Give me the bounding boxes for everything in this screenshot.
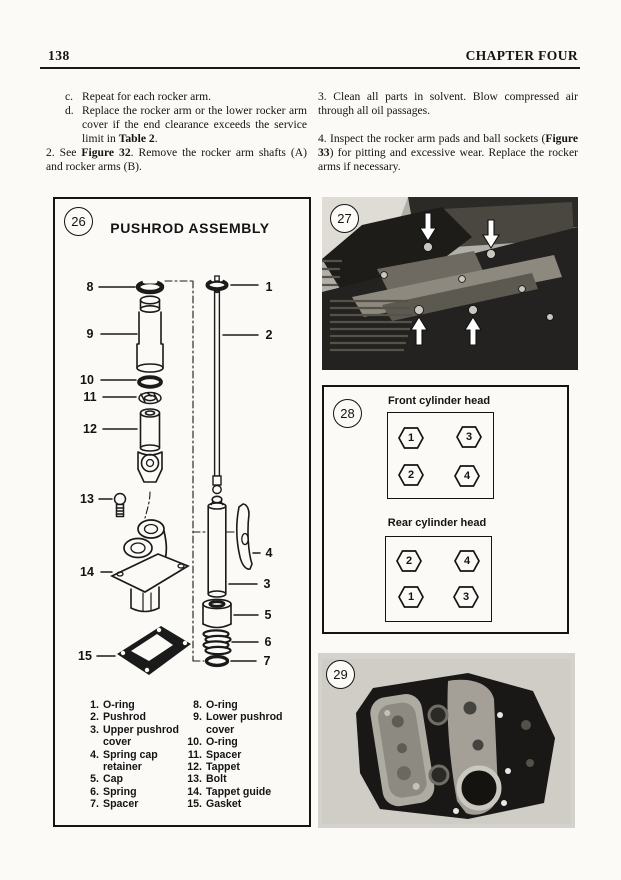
figure-28-number-badge bbox=[333, 399, 362, 428]
legend-number: 5. bbox=[90, 773, 99, 786]
front-cylinder-head-label: Front cylinder head bbox=[387, 395, 491, 407]
hex-number: 3 bbox=[465, 431, 473, 443]
instruction-text: . Remove the rocker arm shafts (A) and rocker arms (B). bbox=[46, 146, 307, 173]
hex-number: 4 bbox=[463, 470, 471, 482]
legend-item bbox=[85, 798, 185, 810]
legend-label: Tappet guide bbox=[206, 785, 272, 798]
list-marker-c: c. bbox=[65, 90, 74, 103]
rear-cylinder-head-label: Rear cylinder head bbox=[387, 517, 487, 529]
figure-28-box bbox=[322, 385, 569, 634]
legend-label: Tappet bbox=[206, 761, 240, 774]
front-head-torque-diagram bbox=[387, 412, 494, 499]
spring-cap-retainer bbox=[237, 504, 252, 569]
torque-hex-front-1 bbox=[398, 427, 424, 449]
text-column-right bbox=[318, 90, 578, 174]
callout-4: 4 bbox=[265, 546, 273, 560]
legend-number: 2. bbox=[90, 711, 99, 724]
legend-number: 1. bbox=[90, 699, 99, 711]
legend-number: 10. bbox=[187, 736, 202, 749]
callout-14: 14 bbox=[80, 565, 94, 579]
callout-8: 8 bbox=[86, 280, 94, 294]
page-number: 138 bbox=[48, 48, 70, 63]
instruction-text: 4. Inspect the rocker arm pads and ball sockets ( bbox=[318, 132, 546, 145]
torque-hex-front-2 bbox=[398, 464, 424, 486]
torque-hex-front-3 bbox=[456, 426, 482, 448]
legend-item bbox=[85, 786, 185, 798]
callout-3: 3 bbox=[263, 577, 271, 591]
figure-number: 27 bbox=[337, 211, 352, 226]
cylinder-head-photo-illustration bbox=[318, 653, 575, 828]
text-column-left bbox=[46, 90, 307, 174]
hex-number: 1 bbox=[407, 432, 415, 444]
spacer-7 bbox=[207, 657, 228, 666]
legend-number: 13. bbox=[187, 773, 202, 786]
list-marker-d: d. bbox=[65, 104, 74, 117]
legend-item bbox=[185, 798, 297, 810]
legend-item bbox=[185, 711, 297, 736]
hex-number: 2 bbox=[407, 469, 415, 481]
legend-label: O-ring bbox=[206, 736, 238, 749]
legend-label: Bolt bbox=[206, 773, 227, 786]
callout-5: 5 bbox=[264, 608, 272, 622]
instruction-text: Repeat for each rocker arm. bbox=[82, 90, 212, 103]
legend-label: Spring cap retainer bbox=[103, 748, 158, 774]
instruction-text: . bbox=[154, 132, 158, 145]
torque-hex-rear-1 bbox=[398, 586, 424, 608]
torque-hex-rear-2 bbox=[396, 550, 422, 572]
pushrod-exploded-diagram bbox=[55, 252, 309, 697]
instruction-step-3 bbox=[318, 90, 578, 118]
legend-label: O-ring bbox=[103, 699, 135, 711]
legend-column-right bbox=[185, 699, 297, 811]
legend-item bbox=[185, 761, 297, 773]
figure-reference: Figure 33 bbox=[318, 132, 578, 159]
o-ring-1 bbox=[208, 276, 227, 289]
legend-number: 12. bbox=[187, 761, 202, 774]
callout-10: 10 bbox=[80, 373, 94, 387]
hex-number: 2 bbox=[405, 555, 413, 567]
instruction-step-4 bbox=[318, 132, 578, 174]
engine-head-photo-illustration bbox=[322, 197, 578, 370]
figure-number: 26 bbox=[71, 214, 86, 229]
callout-1: 1 bbox=[265, 280, 273, 294]
legend-item bbox=[185, 749, 297, 761]
legend-item bbox=[85, 699, 185, 711]
callout-12: 12 bbox=[83, 422, 97, 436]
legend-number: 4. bbox=[90, 748, 99, 761]
figure-number: 28 bbox=[340, 406, 355, 421]
o-ring-10 bbox=[139, 377, 161, 387]
spring bbox=[204, 630, 231, 654]
callout-9: 9 bbox=[86, 327, 94, 341]
legend-number: 11. bbox=[187, 748, 202, 761]
gasket bbox=[117, 626, 191, 675]
legend-item bbox=[185, 786, 297, 798]
callout-6: 6 bbox=[264, 635, 272, 649]
torque-hex-rear-4 bbox=[454, 550, 480, 572]
table-reference: Table 2 bbox=[118, 132, 155, 145]
figure-number: 29 bbox=[333, 667, 348, 682]
legend-number: 6. bbox=[90, 785, 99, 798]
legend-item bbox=[185, 773, 297, 785]
instruction-item-c bbox=[46, 90, 307, 104]
legend-label: Spring bbox=[103, 785, 137, 798]
instruction-text: Replace the rocker arm or the lower rocker arm cover if the end clearance exceeds the service limit in bbox=[82, 104, 307, 145]
callout-7: 7 bbox=[263, 654, 271, 668]
instruction-text: 3. Clean all parts in solvent. Blow compressed air through all oil passages. bbox=[318, 90, 578, 117]
cap bbox=[203, 599, 231, 627]
figure-27-photo bbox=[322, 197, 578, 370]
figure-27-number-badge bbox=[330, 204, 359, 233]
legend-column-left bbox=[85, 699, 185, 811]
figure-29-photo bbox=[318, 653, 575, 828]
legend-number: 15. bbox=[187, 798, 202, 811]
callout-11: 11 bbox=[83, 390, 97, 404]
chapter-title: CHAPTER FOUR bbox=[465, 48, 578, 63]
figure-reference: Figure 32 bbox=[81, 146, 131, 159]
legend-label: Upper pushrod cover bbox=[103, 723, 179, 749]
legend-label: Spacer bbox=[206, 748, 242, 761]
figure-26-title: PUSHROD ASSEMBLY bbox=[110, 220, 270, 236]
legend-item bbox=[185, 736, 297, 748]
legend-label: Gasket bbox=[206, 798, 242, 811]
instruction-step-2 bbox=[46, 146, 307, 174]
callout-15: 15 bbox=[78, 649, 92, 663]
spacer-11 bbox=[139, 393, 161, 404]
hex-number: 1 bbox=[407, 591, 415, 603]
hex-number: 4 bbox=[463, 555, 471, 567]
legend-label: Lower pushrod cover bbox=[206, 711, 283, 736]
instruction-text: ) for pitting and excessive wear. Replace the rocker arms if necessary. bbox=[318, 146, 578, 173]
legend-item bbox=[85, 711, 185, 723]
legend-item bbox=[185, 699, 297, 711]
legend-label: Cap bbox=[103, 773, 124, 786]
pushrod bbox=[213, 290, 221, 494]
legend-item bbox=[85, 749, 185, 774]
rear-head-torque-diagram bbox=[385, 536, 492, 622]
upper-pushrod-cover bbox=[137, 296, 163, 372]
header-rule bbox=[40, 67, 580, 69]
figure-29-number-badge bbox=[326, 660, 355, 689]
callout-2: 2 bbox=[265, 328, 273, 342]
instruction-text: 2. See bbox=[46, 146, 82, 159]
lower-pushrod-cover bbox=[208, 496, 226, 597]
figure-26-box bbox=[53, 197, 311, 827]
torque-hex-rear-3 bbox=[453, 586, 479, 608]
torque-hex-front-4 bbox=[454, 465, 480, 487]
legend-item bbox=[85, 724, 185, 749]
callout-13: 13 bbox=[80, 492, 94, 506]
legend-label: Spacer bbox=[103, 798, 139, 811]
tappet-guide bbox=[112, 520, 188, 612]
legend-label: O-ring bbox=[206, 699, 238, 711]
tappet bbox=[138, 409, 162, 482]
legend-number: 3. bbox=[90, 723, 99, 736]
legend-number: 8. bbox=[193, 699, 202, 711]
legend-number: 7. bbox=[90, 798, 99, 811]
legend-label: Pushrod bbox=[103, 711, 146, 724]
legend-number: 14. bbox=[187, 785, 202, 798]
legend-number: 9. bbox=[193, 711, 202, 724]
instruction-item-d bbox=[46, 104, 307, 146]
legend-item bbox=[85, 773, 185, 785]
callout-leader-lines bbox=[97, 285, 260, 661]
hex-number: 3 bbox=[462, 591, 470, 603]
bolt bbox=[115, 494, 126, 517]
